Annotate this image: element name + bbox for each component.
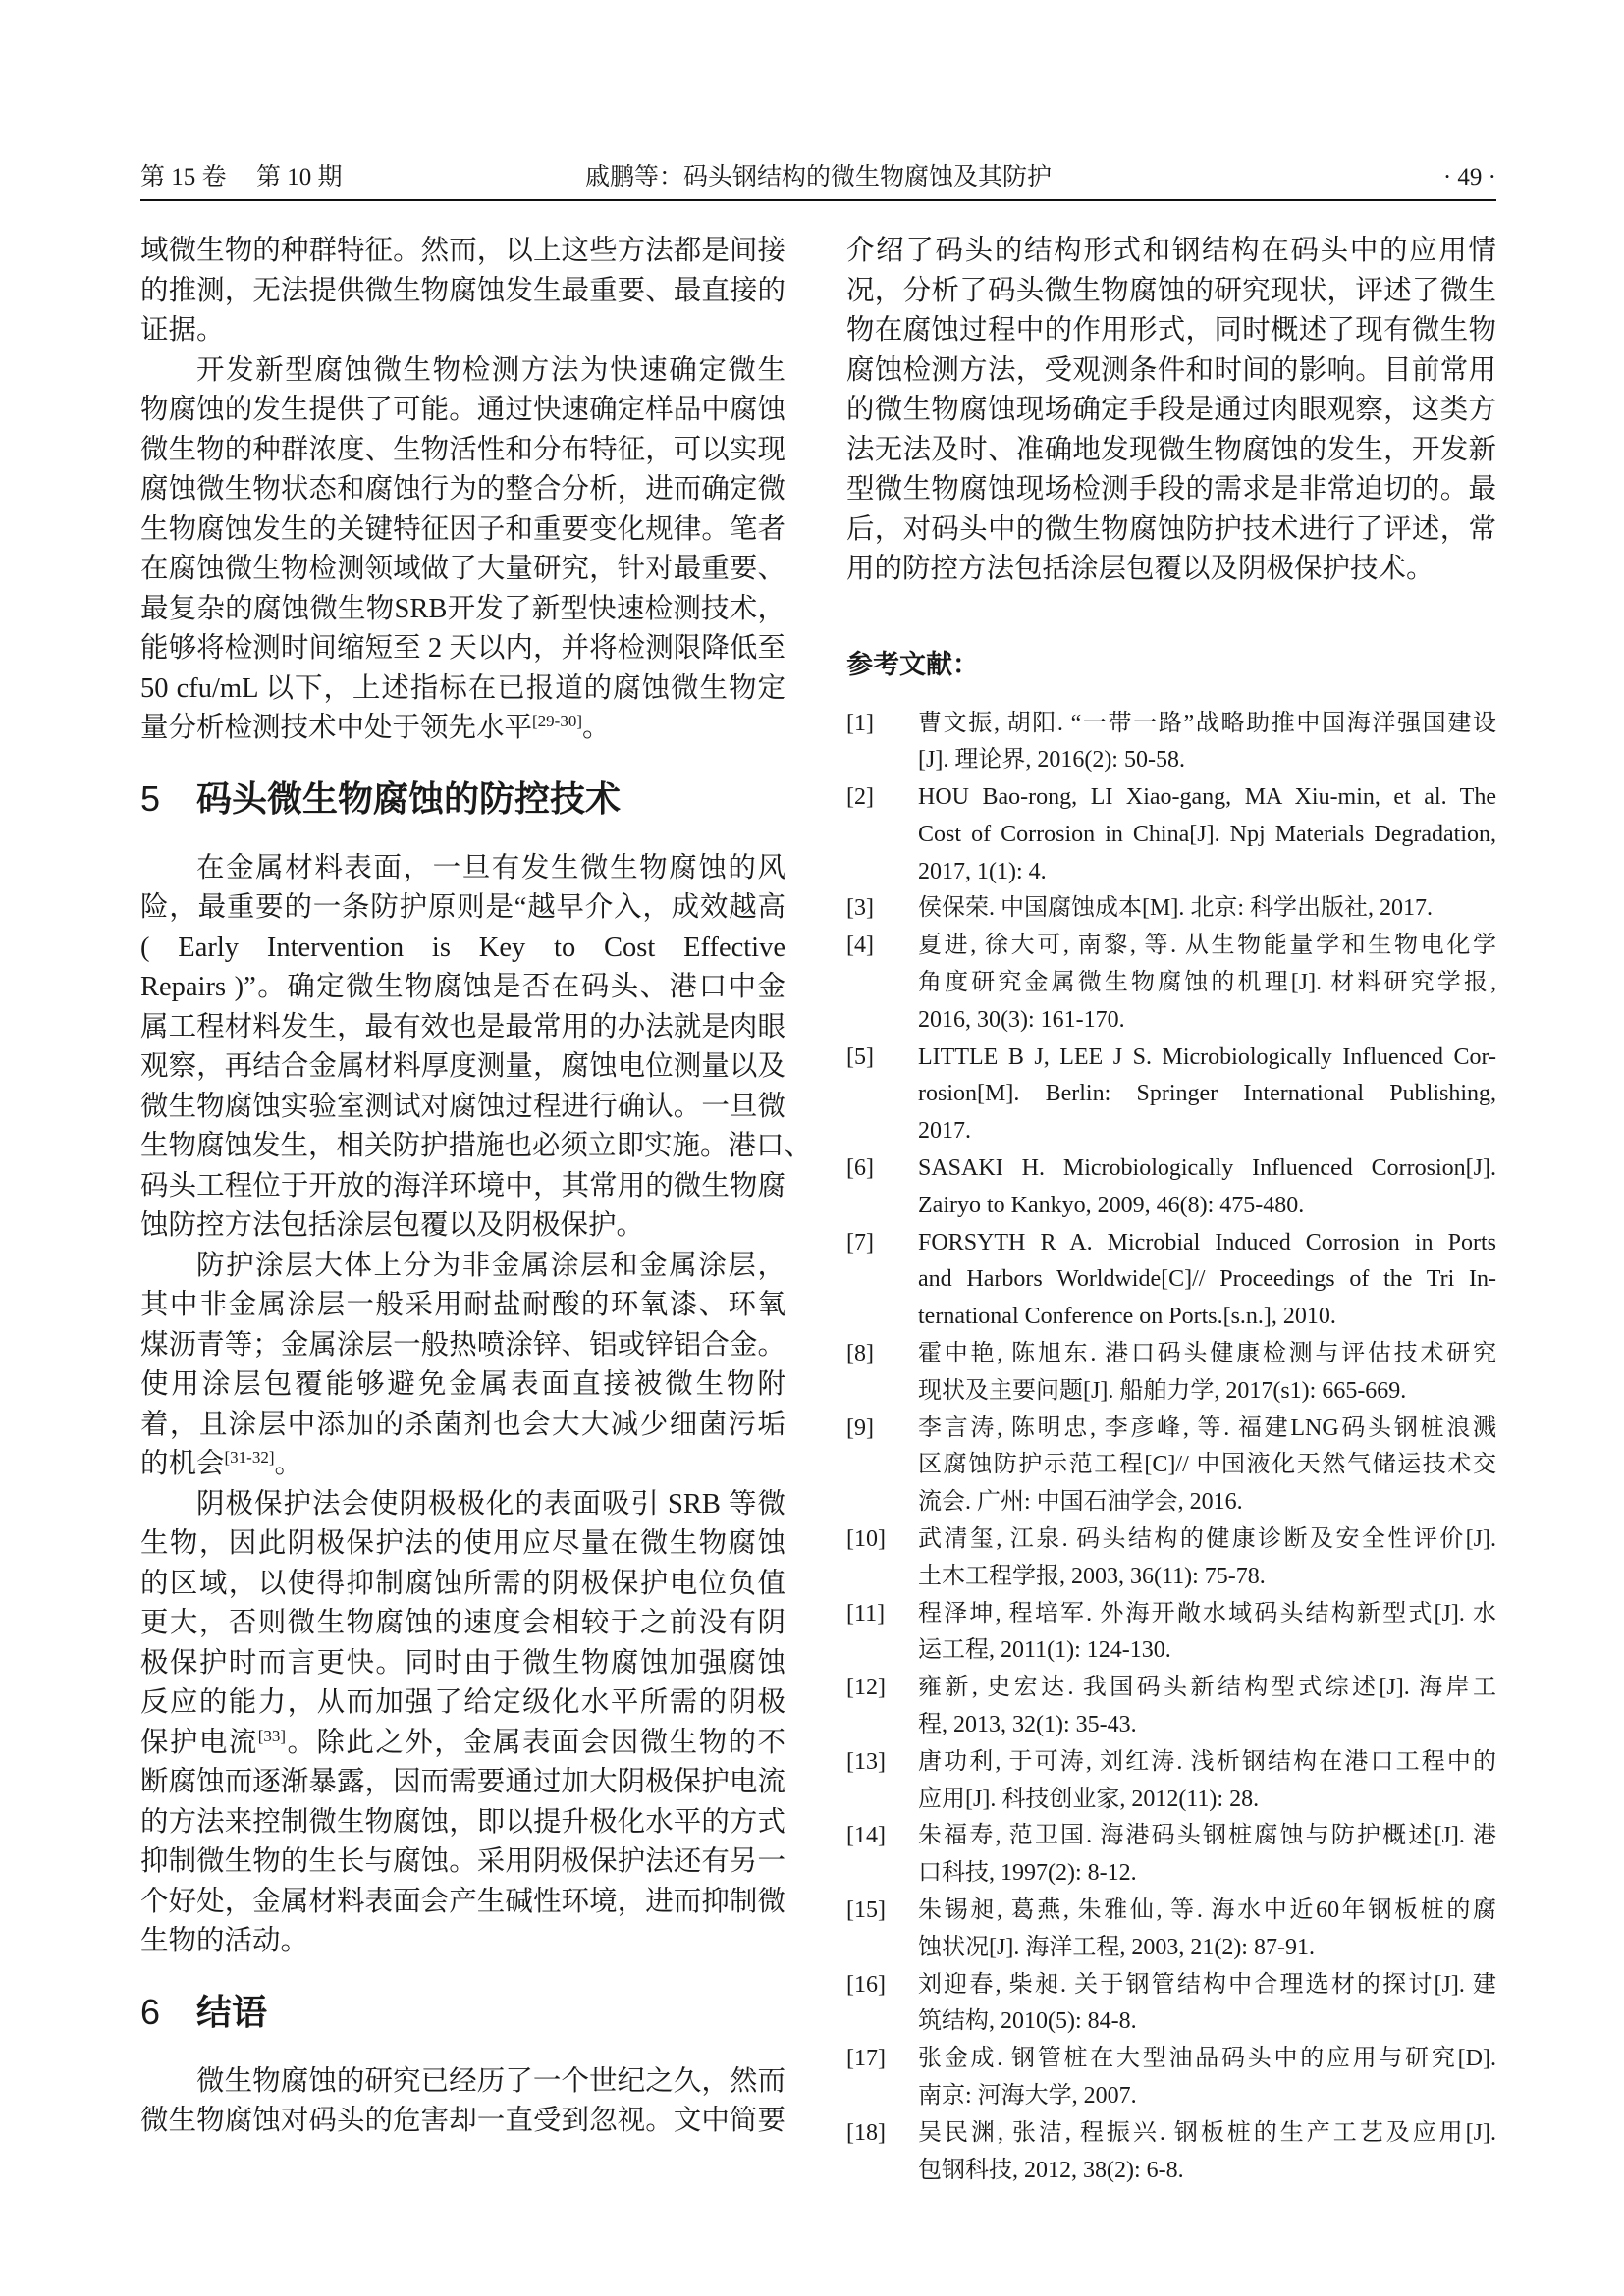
text-line: 介绍了码头的结构形式和钢结构在码头中的应用情: [846, 236, 1496, 266]
reference-line: 南京: 河海大学, 2007.: [918, 2082, 1137, 2109]
text-line: 险，最重要的一条防护原则是“越早介入，成效越高: [140, 892, 785, 923]
text-line: 用的防控方法包括涂层包覆以及阴极保护技术。: [846, 554, 1435, 584]
text-line: 50 cfu/mL 以下，上述指标在已报道的腐蚀微生物定: [140, 672, 785, 704]
reference-item: [846, 1522, 1496, 1596]
text-line: 着，且涂层中添加的杀菌剂也会大大减少细菌污垢: [140, 1409, 785, 1440]
line-text: 。: [274, 1449, 303, 1479]
citation-superscript: [33]: [257, 1726, 287, 1745]
text-line: 更大，否则微生物腐蚀的速度会相较于之前没有阴: [140, 1608, 785, 1638]
text-line: 抑制微生物的生长与腐蚀。采用阴极保护法还有另一: [140, 1846, 785, 1877]
text-line: 码头工程位于开放的海洋环境中，其常用的微生物腐: [140, 1170, 785, 1201]
left-column: [140, 232, 813, 2142]
reference-line: ternational Conference on Ports.[s.n.], 2010.: [918, 1304, 1336, 1330]
reference-line: 角度研究金属微生物腐蚀的机理[J]. 材料研究学报,: [918, 970, 1496, 996]
text-line: 微生物腐蚀的研究已经历了一个世纪之久，然而: [196, 2065, 785, 2097]
section-title: 码头微生物腐蚀的防控技术: [196, 777, 622, 819]
line-text: 量分析检测技术中处于领先水平: [140, 713, 533, 743]
reference-item: [846, 1818, 1496, 1893]
reference-item: [846, 928, 1496, 1039]
page-number: · 49 ·: [1442, 164, 1496, 190]
reference-number: [18]: [846, 2119, 886, 2146]
text-line: 微生物腐蚀实验室测试对腐蚀过程进行确认。一旦微: [140, 1091, 785, 1122]
text-line: [140, 709, 785, 749]
text-line: 生物腐蚀发生，相关防护措施也必须立即实施。港口、: [140, 1131, 813, 1161]
reference-item: [846, 1670, 1496, 1744]
reference-number: [6]: [846, 1155, 874, 1182]
text-line: [140, 1724, 785, 1764]
reference-line: 李言涛, 陈明忠, 李彦峰, 等. 福建LNG码头钢桩浪溅: [918, 1415, 1496, 1441]
line-text: 的机会: [140, 1449, 225, 1479]
text-line: 生物腐蚀发生的关键特征因子和重要变化规律。笔者: [140, 513, 785, 545]
section-title: 结语: [196, 1991, 268, 2032]
paragraph: [140, 2062, 785, 2142]
text-line: ( Early Intervention is Key to Cost Effective: [140, 932, 785, 963]
text-line: 开发新型腐蚀微生物检测方法为快速确定微生: [196, 354, 785, 386]
reference-line: 蚀状况[J]. 海洋工程, 2003, 21(2): 87-91.: [918, 1934, 1315, 1960]
reference-line: 筑结构, 2010(5): 84-8.: [918, 2008, 1137, 2035]
reference-number: [5]: [846, 1043, 874, 1070]
text-line: 煤沥青等；金属涂层一般热喷涂锌、铝或锌铝合金。: [140, 1329, 785, 1361]
text-line: 的微生物腐蚀现场确定手段是通过肉眼观察，这类方: [846, 395, 1496, 425]
text-line: 微生物腐蚀对码头的危害却一直受到忽视。文中简要: [140, 2106, 785, 2136]
reference-item: [846, 779, 1496, 890]
reference-line: LITTLE B J, LEE J S. Microbiologically Influenced Cor-: [918, 1043, 1496, 1070]
reference-line: 程, 2013, 32(1): 35-43.: [918, 1712, 1137, 1738]
text-line: 生物，因此阴极保护法的使用应尽量在微生物腐蚀: [140, 1528, 785, 1559]
reference-number: [11]: [846, 1600, 886, 1627]
text-line: 物腐蚀的发生提供了可能。通过快速确定样品中腐蚀: [140, 395, 785, 425]
reference-number: [10]: [846, 1526, 886, 1553]
reference-line: Cost of Corrosion in China[J]. Npj Materials Degradation,: [918, 821, 1496, 847]
text-line: [140, 1445, 785, 1485]
reference-number: [16]: [846, 1971, 886, 1998]
reference-line: 朱锡昶, 葛燕, 朱雅仙, 等. 海水中近60年钢板桩的腐: [918, 1897, 1496, 1923]
text-line: 法无法及时、准确地发现微生物腐蚀的发生，开发新: [846, 434, 1496, 465]
reference-number: [14]: [846, 1823, 886, 1849]
reference-line: 刘迎春, 柴昶. 关于钢管结构中合理选材的探讨[J]. 建: [918, 1971, 1496, 1998]
reference-item: [846, 1225, 1496, 1336]
reference-line: HOU Bao-rong, LI Xiao-gang, MA Xiu-min, et al. The: [918, 784, 1496, 811]
reference-line: 吴民渊, 张洁, 程振兴. 钢板桩的生产工艺及应用[J].: [918, 2119, 1496, 2146]
text-line: 生物的活动。: [140, 1926, 309, 1956]
reference-item: [846, 2115, 1496, 2190]
citation-superscript: [31-32]: [224, 1448, 275, 1467]
line-text: 。除此之外，金属表面会因微生物的不: [286, 1727, 785, 1758]
text-line: 的推测，无法提供微生物腐蚀发生最重要、最直接的: [140, 275, 785, 306]
paragraph: [846, 232, 1496, 590]
reference-line: 运工程, 2011(1): 124-130.: [918, 1637, 1171, 1664]
reference-number: [9]: [846, 1415, 874, 1441]
paragraph: [140, 351, 785, 749]
reference-line: [J]. 理论界, 2016(2): 50-58.: [918, 747, 1185, 774]
reference-line: 包钢科技, 2012, 38(2): 6-8.: [918, 2157, 1184, 2183]
paragraph: [140, 1247, 785, 1485]
header-rule: [140, 199, 1496, 201]
reference-item: [846, 706, 1496, 780]
reference-number: [1]: [846, 710, 874, 736]
line-text: 。: [582, 713, 611, 743]
text-line: 其中非金属涂层一般采用耐盐耐酸的环氧漆、环氧: [140, 1290, 785, 1320]
reference-item: [846, 1893, 1496, 1967]
text-line: 蚀防控方法包括涂层包覆以及阴极保护。: [140, 1210, 645, 1241]
text-line: 腐蚀微生物状态和腐蚀行为的整合分析，进而确定微: [140, 474, 785, 505]
text-line: 况，分析了码头微生物腐蚀的研究现状，评述了微生: [846, 275, 1496, 306]
reference-item: [846, 1596, 1496, 1671]
reference-line: 朱福寿, 范卫国. 海港码头钢桩腐蚀与防护概述[J]. 港: [918, 1823, 1496, 1849]
text-line: Repairs )”。确定微生物腐蚀是否在码头、港口中金: [140, 972, 785, 1002]
reference-number: [8]: [846, 1341, 874, 1367]
text-line: 在腐蚀微生物检测领域做了大量研究，针对最重要、: [140, 554, 785, 584]
text-line: 个好处，金属材料表面会产生碱性环境，进而抑制微: [140, 1886, 785, 1917]
reference-line: 土木工程学报, 2003, 36(11): 75-78.: [918, 1563, 1266, 1589]
reference-line: 夏进, 徐大可, 南黎, 等. 从生物能量学和生物电化学: [918, 933, 1496, 959]
text-line: 的方法来控制微生物腐蚀，即以提升极化水平的方式: [140, 1806, 785, 1838]
reference-line: 区腐蚀防护示范工程[C]// 中国液化天然气储运技术交: [918, 1452, 1496, 1478]
text-line: 使用涂层包覆能够避免金属表面直接被微生物附: [140, 1369, 785, 1400]
text-line: 的区域，以使得抑制腐蚀所需的阴极保护电位负值: [140, 1568, 785, 1599]
section-number: 6: [140, 1991, 161, 2032]
reference-line: 侯保荣. 中国腐蚀成本[M]. 北京: 科学出版社, 2017.: [918, 895, 1433, 922]
reference-list: [846, 706, 1496, 2190]
reference-line: 2016, 30(3): 161-170.: [918, 1006, 1125, 1033]
text-line: 阴极保护法会使阴极极化的表面吸引 SRB 等微: [196, 1488, 785, 1520]
reference-line: and Harbors Worldwide[C]// Proceedings of the Tri In-: [918, 1266, 1496, 1293]
reference-line: 流会. 广州: 中国石油学会, 2016.: [918, 1489, 1243, 1516]
text-line: 腐蚀检测方法，受观测条件和时间的影响。目前常用: [846, 354, 1496, 386]
text-line: 证据。: [140, 315, 225, 346]
citation-superscript: [29-30]: [532, 712, 582, 730]
text-line: 最复杂的腐蚀微生物SRB开发了新型快速检测技术，: [140, 593, 785, 624]
reference-line: 张金成. 钢管桩在大型油品码头中的应用与研究[D].: [918, 2046, 1496, 2072]
reference-line: 2017.: [918, 1118, 971, 1145]
text-line: 能够将检测时间缩短至 2 天以内，并将检测限降低至: [140, 633, 785, 664]
reference-item: [846, 1336, 1496, 1411]
text-line: 域微生物的种群特征。然而，以上这些方法都是间接: [140, 236, 785, 266]
paragraph: [140, 849, 813, 1247]
text-line: 物在腐蚀过程中的作用形式，同时概述了现有微生物: [846, 315, 1496, 346]
reference-line: 霍中艳, 陈旭东. 港口码头健康检测与评估技术研究: [918, 1341, 1496, 1367]
reference-line: rosion[M]. Berlin: Springer International Publishing,: [918, 1081, 1496, 1107]
reference-line: 曹文振, 胡阳. “一带一路”战略助推中国海洋强国建设: [918, 710, 1496, 736]
reference-line: SASAKI H. Microbiologically Influenced Corrosion[J].: [918, 1155, 1496, 1182]
conclusion-continued: [846, 232, 1496, 590]
paragraph: [140, 1485, 785, 1962]
line-text: 保护电流: [140, 1727, 258, 1758]
reference-item: [846, 1150, 1496, 1225]
reference-item: [846, 1411, 1496, 1522]
reference-item: [846, 1967, 1496, 2042]
reference-item: [846, 890, 1496, 928]
running-title: 戚鹏等：码头钢结构的微生物腐蚀及其防护: [584, 164, 1052, 190]
references-title: 参考文献：: [846, 649, 979, 680]
reference-line: 2017, 1(1): 4.: [918, 858, 1047, 884]
reference-item: [846, 2041, 1496, 2115]
text-line: 断腐蚀而逐渐暴露，因而需要通过加大阴极保护电流: [140, 1767, 785, 1797]
reference-line: 程泽坤, 程培军. 外海开敞水域码头结构新型式[J]. 水: [918, 1600, 1496, 1627]
text-line: 反应的能力，从而加强了给定级化水平所需的阴极: [140, 1687, 785, 1718]
reference-line: 武清玺, 江泉. 码头结构的健康诊断及安全性评价[J].: [918, 1526, 1496, 1553]
reference-line: FORSYTH R A. Microbial Induced Corrosion in Ports: [918, 1229, 1496, 1255]
reference-number: [7]: [846, 1229, 874, 1255]
text-line: 防护涂层大体上分为非金属涂层和金属涂层，: [196, 1250, 785, 1281]
reference-number: [15]: [846, 1897, 886, 1923]
reference-line: Zairyo to Kankyo, 2009, 46(8): 475-480.: [918, 1192, 1305, 1218]
reference-line: 雍新, 史宏达. 我国码头新结构型式综述[J]. 海岸工: [918, 1675, 1496, 1701]
reference-number: [3]: [846, 895, 874, 922]
reference-item: [846, 1744, 1496, 1819]
text-line: 后，对码头中的微生物腐蚀防护技术进行了评述，常: [846, 513, 1496, 545]
reference-number: [2]: [846, 784, 874, 811]
text-line: 极保护时而言更快。同时由于微生物腐蚀加强腐蚀: [140, 1647, 785, 1679]
reference-number: [13]: [846, 1748, 886, 1775]
section-heading: [140, 749, 785, 849]
reference-line: 唐功利, 于可涛, 刘红涛. 浅析钢结构在港口工程中的: [918, 1748, 1496, 1775]
reference-number: [12]: [846, 1675, 886, 1701]
right-column: [846, 232, 1496, 2189]
text-line: 型微生物腐蚀现场检测手段的需求是非常迫切的。最: [846, 474, 1496, 505]
text-line: 属工程材料发生，最有效也是最常用的办法就是肉眼: [140, 1011, 785, 1042]
running-header: [140, 163, 1496, 192]
text-line: 在金属材料表面，一旦有发生微生物腐蚀的风: [196, 852, 785, 883]
reference-item: [846, 1040, 1496, 1150]
reference-line: 应用[J]. 科技创业家, 2012(11): 28.: [918, 1786, 1260, 1812]
reference-line: 口科技, 1997(2): 8-12.: [918, 1860, 1137, 1887]
reference-number: [17]: [846, 2046, 886, 2072]
section-number: 5: [140, 777, 161, 819]
reference-line: 现状及主要问题[J]. 船舶力学, 2017(s1): 665-669.: [918, 1377, 1407, 1404]
paragraph: [140, 232, 785, 351]
issue-label: 第 10 期: [256, 164, 343, 190]
section-heading: [140, 1962, 785, 2062]
volume-label: 第 15 卷: [140, 164, 227, 190]
text-line: 观察，再结合金属材料厚度测量，腐蚀电位测量以及: [140, 1051, 785, 1082]
text-line: 微生物的种群浓度、生物活性和分布特征，可以实现: [140, 434, 785, 465]
reference-number: [4]: [846, 933, 874, 959]
